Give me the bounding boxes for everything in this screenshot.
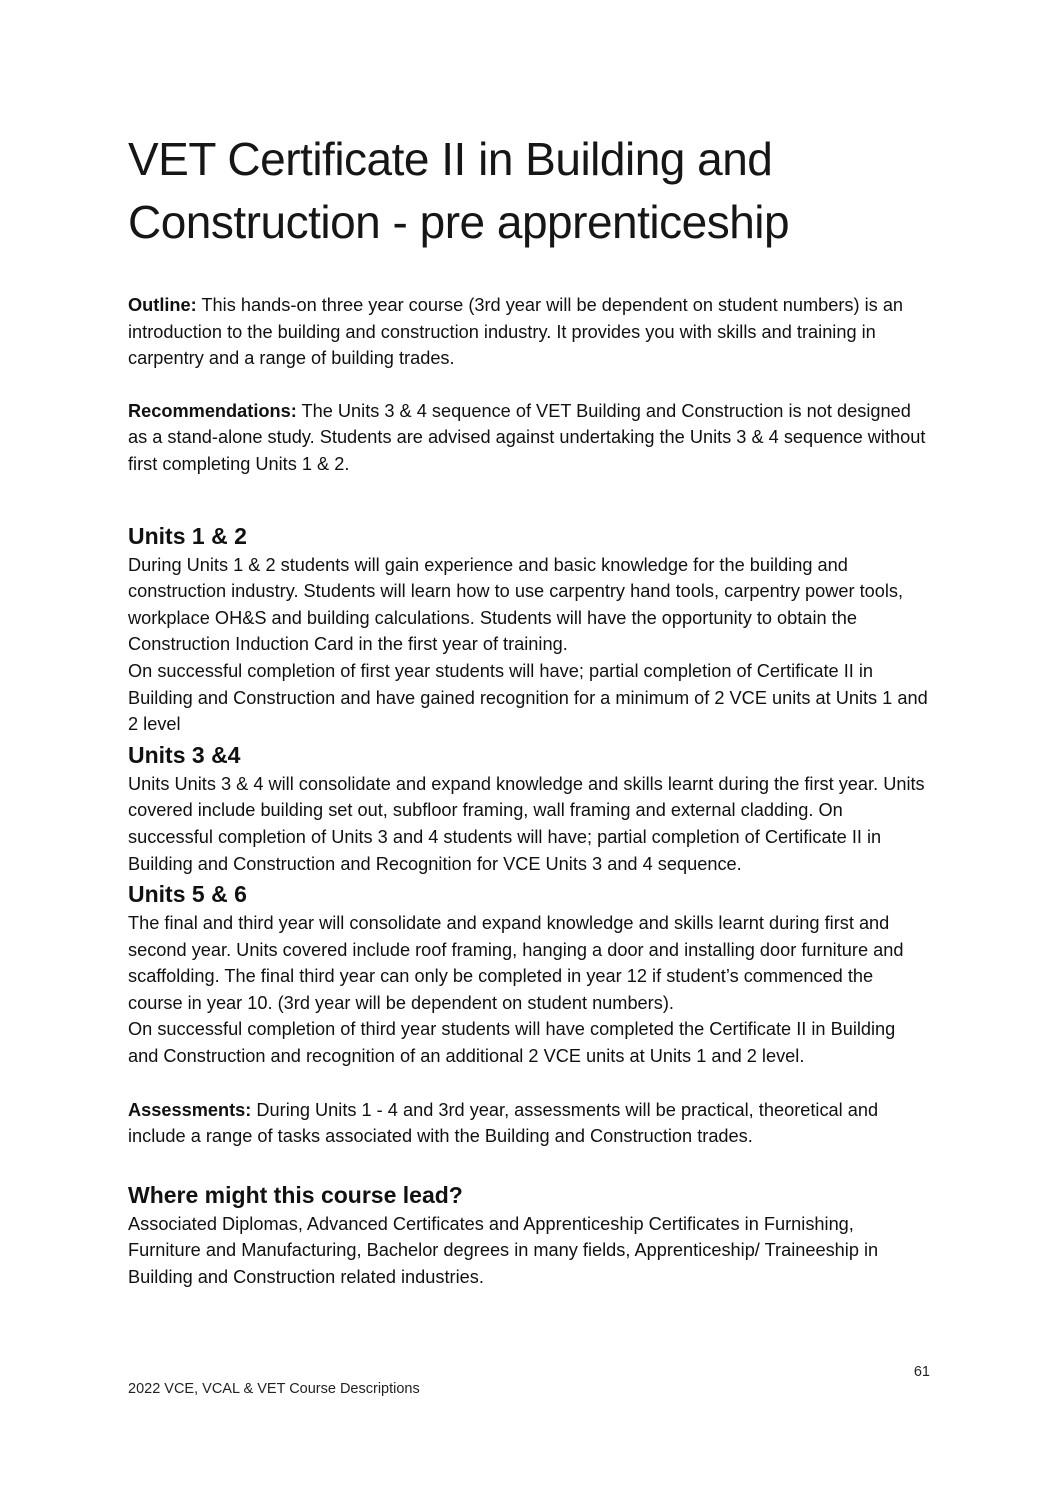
units-5-6-section <box>128 879 928 1070</box>
document-page <box>128 128 928 1291</box>
page-title <box>128 128 928 254</box>
recommendations-text: The Units 3 & 4 sequence of VET Building and Construction is not designed as a stand-alone study. Students are advised against undertaking the Units 3 & 4 sequence without first completing Units 1 & 2. <box>128 400 926 474</box>
course-lead-text: Associated Diplomas, Advanced Certificates and Apprenticeship Certificates in Furnishing, Furniture and Manufacturing, Bachelor degrees in many fields, Apprenticeship/ Traineeship in Building and Construction related industries. <box>128 1213 879 1288</box>
outline-paragraph <box>128 292 928 372</box>
assessments-paragraph <box>128 1097 928 1150</box>
footer-text: 2022 VCE, VCAL & VET Course Descriptions <box>128 1381 420 1397</box>
outline-text: This hands-on three year course (3rd year will be dependent on student numbers) is an introduction to the building and construction industry. It provides you with skills and training in carpentry and a range of building trades. <box>128 295 904 369</box>
units-1-2-section <box>128 521 928 738</box>
course-lead-section <box>128 1180 928 1291</box>
units-5-6-paragraph-1: The final and third year will consolidate and expand knowledge and skills learnt during first and second year. Units covered include roof framing, hanging a door and installing door furniture and scaffolding. The final third year can only be completed in year 12 if student’s commenced the course in year 10. (3rd year will be dependent on student numbers). <box>128 913 904 1013</box>
assessments-label: Assessments: <box>128 1099 252 1120</box>
page-title-line-2: Construction - pre apprenticeship <box>128 196 790 248</box>
outline-label: Outline: <box>128 295 197 315</box>
units-5-6-heading: Units 5 & 6 <box>128 881 247 908</box>
units-1-2-paragraph-1: During Units 1 & 2 students will gain experience and basic knowledge for the building and construction industry. Students will learn how to use carpentry hand tools, carpentry power tools, workplace OH&S and building calculations. Students will have the opportunity to obtain the Construction Induction Card in the first year of training. <box>128 554 904 655</box>
units-1-2-heading: Units 1 & 2 <box>128 522 247 549</box>
page-number: 61 <box>913 1364 930 1380</box>
recommendations-paragraph <box>128 398 928 478</box>
recommendations-label: Recommendations: <box>128 400 297 421</box>
units-1-2-paragraph-2: On successful completion of first year students will have; partial completion of Certificate II in Building and Construction and have gained recognition for a minimum of 2 VCE units at Units 1 and 2 level <box>128 660 928 735</box>
page-title-line-1: VET Certificate II in Building and <box>128 133 773 185</box>
units-3-4-section <box>128 740 928 877</box>
units-3-4-heading: Units 3 &4 <box>128 741 241 768</box>
units-5-6-paragraph-2: On successful completion of third year students will have completed the Certificate II in Building and Construction and recognition of an additional 2 VCE units at Units 1 and 2 level. <box>128 1019 896 1067</box>
assessments-text: During Units 1 - 4 and 3rd year, assessments will be practical, theoretical and include a range of tasks associated with the Building and Construction trades. <box>128 1099 879 1147</box>
units-3-4-paragraph: Units Units 3 & 4 will consolidate and expand knowledge and skills learnt during the first year. Units covered include building set out, subfloor framing, wall framing and external cladding. On successful completion of Units 3 and 4 students will have; partial completion of Certificate II in Building and Construction and Recognition for VCE Units 3 and 4 sequence. <box>128 773 925 874</box>
course-lead-heading: Where might this course lead? <box>128 1181 463 1208</box>
